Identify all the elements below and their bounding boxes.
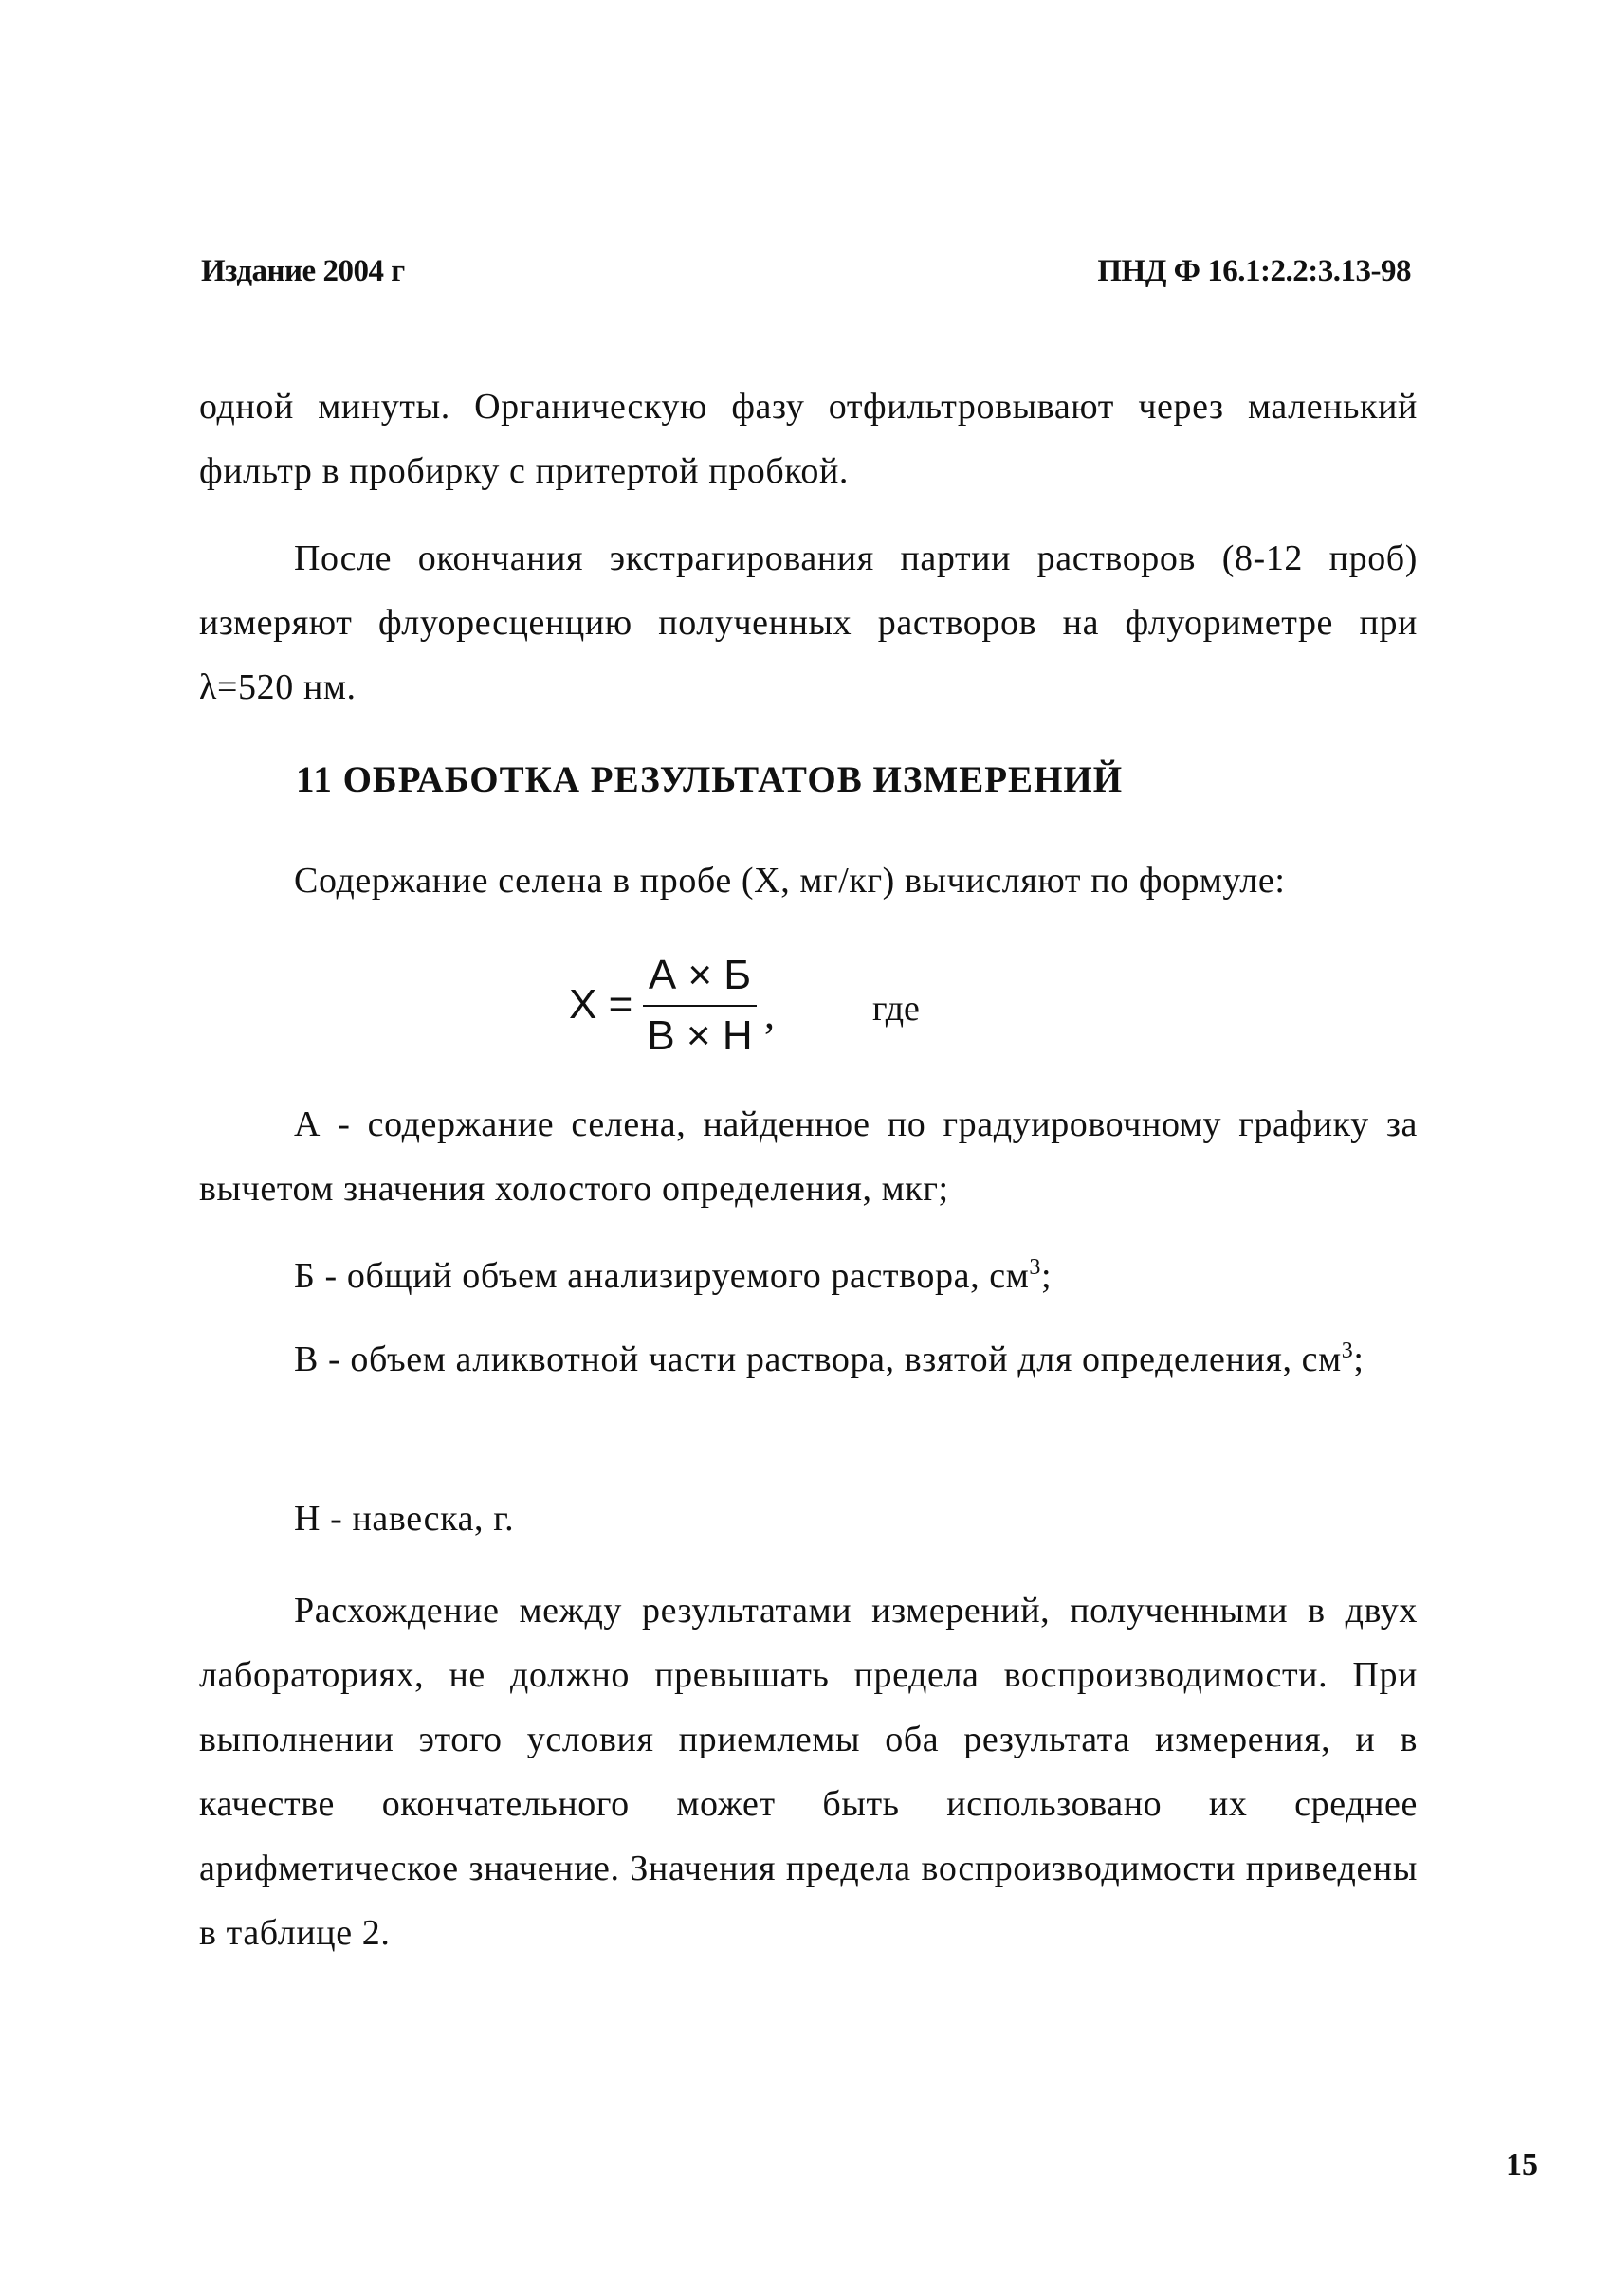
formula-numerator: А × Б xyxy=(648,952,752,998)
definition-b xyxy=(199,1244,1418,1308)
definition-v-text: В - объем аликвотной части раствора, взятой для определения, см xyxy=(294,1339,1342,1379)
page-number: 15 xyxy=(1506,2147,1538,2182)
section-heading: 11 ОБРАБОТКА РЕЗУЛЬТАТОВ ИЗМЕРЕНИЙ xyxy=(296,759,1124,800)
definition-b-text: Б - общий объем анализируемого раствора, см xyxy=(294,1256,1030,1296)
definition-v xyxy=(199,1327,1418,1392)
formula-fraction xyxy=(643,948,757,1064)
definition-b-end: ; xyxy=(1041,1256,1053,1296)
paragraph-2: После окончания экстрагирования партии растворов (8-12 проб) измеряют флуоресценцию полученных растворов на флуориметре при λ=520 нм. xyxy=(199,538,1418,707)
paragraph-reproducibility: Расхождение между результатами измерений, полученными в двух лабораториях, не должно превышать предела воспроизводимости. При выполнении этого условия приемлемы оба результата измерения, и в качестве окончательного может быть использовано их среднее арифметическое значение. Значения предела воспроизводимости приведены в таблице 2. xyxy=(199,1591,1418,1953)
selenium-formula xyxy=(569,948,1043,1071)
definition-a: А - содержание селена, найденное по градуировочному графику за вычетом значения холостого определения, мкг; xyxy=(199,1104,1418,1209)
paragraph-1: одной минуты. Органическую фазу отфильтровывают через маленький фильтр в пробирку с притертой пробкой. xyxy=(199,387,1418,491)
fraction-bar xyxy=(643,1005,757,1007)
formula-denominator: В × Н xyxy=(647,1012,753,1059)
document-code: ПНД Ф 16.1:2.2:3.13-98 xyxy=(1097,254,1411,288)
definition-b-sup: 3 xyxy=(1029,1255,1041,1280)
definition-v-end: ; xyxy=(1353,1339,1365,1379)
definition-n: Н - навеска, г. xyxy=(294,1499,515,1539)
paragraph-formula-intro: Содержание селена в пробе (X, мг/кг) вычисляют по формуле: xyxy=(294,861,1286,901)
formula-where: где xyxy=(872,989,920,1029)
formula-lhs: X = xyxy=(569,981,633,1028)
formula-comma: , xyxy=(764,991,775,1037)
definition-v-sup: 3 xyxy=(1341,1339,1354,1363)
edition-label: Издание 2004 г xyxy=(201,254,405,288)
